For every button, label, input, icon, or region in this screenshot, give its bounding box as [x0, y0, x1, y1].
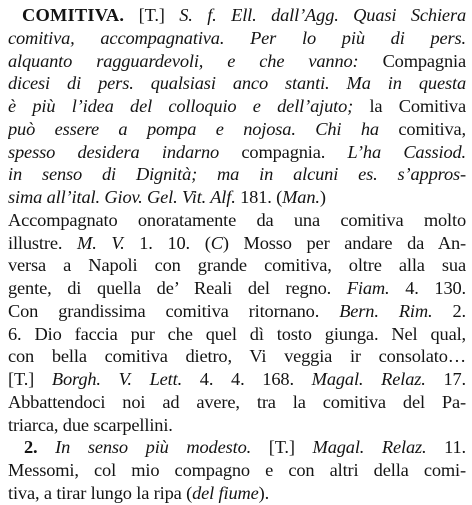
entry-line: [8, 141, 466, 164]
entry-line: [8, 277, 466, 300]
entry-text-run: compagnia.: [241, 141, 348, 162]
entry-line: [8, 391, 466, 414]
entry-text-run: 2.: [24, 437, 56, 458]
entry-text-run: Man.: [282, 187, 320, 207]
entry-text-run: alquanto ragguardevoli, e che vanno:: [8, 50, 383, 71]
entry-text-run: triarca, due scarpellini.: [8, 414, 173, 435]
entry-headword: COMITIVA.: [22, 5, 125, 25]
entry-text-run: con bella comitiva dietro, Vi veggia ir consolato…: [8, 346, 466, 367]
entry-line: [8, 209, 466, 232]
entry-text-run: 4. 4. 168.: [199, 369, 312, 389]
entry-text-run: ) Mosso per andare da An-: [222, 232, 466, 253]
entry-text-run: spesso desidera indarno: [8, 141, 242, 162]
entry-text-run: Compagnia: [382, 50, 466, 71]
entry-text-run: Magal. Relaz.: [311, 369, 444, 389]
entry-text-run: illustre.: [8, 232, 78, 253]
entry-line: [8, 163, 466, 186]
entry-text-run: 181. (: [240, 187, 283, 207]
entry-text-run: 1. 10. (: [139, 232, 211, 253]
entry-text-run: 17.: [443, 369, 466, 389]
entry-line: [8, 72, 466, 95]
entry-text-run: L’ha Cassiod.: [347, 141, 466, 162]
entry-text-run: Con grandissima comitiva ritornano.: [8, 300, 340, 321]
entry-line: [8, 300, 466, 323]
entry-text-run: Abbattendoci noi ad avere, tra la comitiva del Pa-: [8, 391, 466, 412]
entry-text-run: Accompagnato onoratamente da una comitiva molto: [8, 209, 466, 230]
entry-text-run: del fiume: [192, 482, 259, 503]
dictionary-entry-comitiva: [8, 4, 466, 505]
entry-text-run: 11.: [444, 437, 466, 458]
entry-line: [8, 50, 466, 73]
entry-text-run: in senso di Dignità; ma in alcuni es. s’appros-: [8, 164, 466, 185]
entry-text-run: dicesi di pers. qualsiasi anco stanti. Ma in questa: [8, 73, 466, 94]
entry-text-run: comitiva, accompagnativa. Per lo più di pers.: [8, 27, 466, 48]
entry-text-run: gente, di quella de’ Reali del regno.: [8, 278, 347, 298]
entry-text-run: [T.]: [124, 5, 180, 25]
entry-line: [8, 27, 466, 50]
entry-line: [8, 232, 466, 255]
entry-text-run: [T.]: [268, 437, 313, 458]
entry-line: [8, 186, 466, 209]
entry-text-run: Magal. Relaz.: [312, 437, 445, 458]
entry-text-run: [T.]: [8, 369, 52, 389]
entry-text-run: Borgh. V. Lett.: [51, 369, 200, 389]
entry-text-run: C: [210, 232, 223, 253]
entry-text-run: Bern. Rim.: [339, 300, 453, 321]
entry-line: [8, 482, 466, 505]
entry-line: [8, 436, 466, 459]
entry-text-run: In senso più modesto.: [55, 437, 269, 458]
entry-text-run: sima all’ital. Giov. Gel. Vit. Alf.: [8, 187, 241, 207]
entry-text-run: 2.: [452, 300, 466, 321]
entry-line: [8, 323, 466, 346]
entry-text-run: Fiam.: [346, 278, 406, 298]
entry-text-run: 6. Dio faccia pur che quel dì tosto giunga. Nel qual,: [8, 323, 466, 344]
entry-line: [8, 118, 466, 141]
entry-line: [8, 368, 466, 391]
entry-text-run: la Comitiva: [369, 96, 466, 116]
entry-line: [8, 414, 466, 437]
entry-text-run: tiva, a tirar lungo la ripa (: [8, 482, 193, 503]
entry-text-run: M. V.: [77, 232, 140, 253]
entry-text-run: può essere a pompa e nojosa. Chi ha: [8, 118, 399, 139]
entry-line: [8, 95, 466, 118]
entry-text-run: S. f. Ell. dall’Agg. Quasi Schiera: [179, 5, 466, 25]
entry-text-run: versa a Napoli con grande comitiva, oltre alla sua: [8, 255, 466, 276]
entry-text-run: Messomi, col mio compagno e con altri della comi-: [8, 460, 466, 480]
entry-line: [8, 459, 466, 482]
entry-text-run: è più l’idea del colloquio e dell’ajuto;: [8, 96, 370, 116]
entry-text-run: ).: [258, 482, 270, 503]
entry-text-run: comitiva,: [398, 118, 466, 139]
entry-text-run: ): [319, 187, 326, 207]
entry-line: [8, 4, 466, 27]
entry-text-run: 4. 130.: [405, 278, 466, 298]
entry-line: [8, 254, 466, 277]
entry-line: [8, 345, 466, 368]
